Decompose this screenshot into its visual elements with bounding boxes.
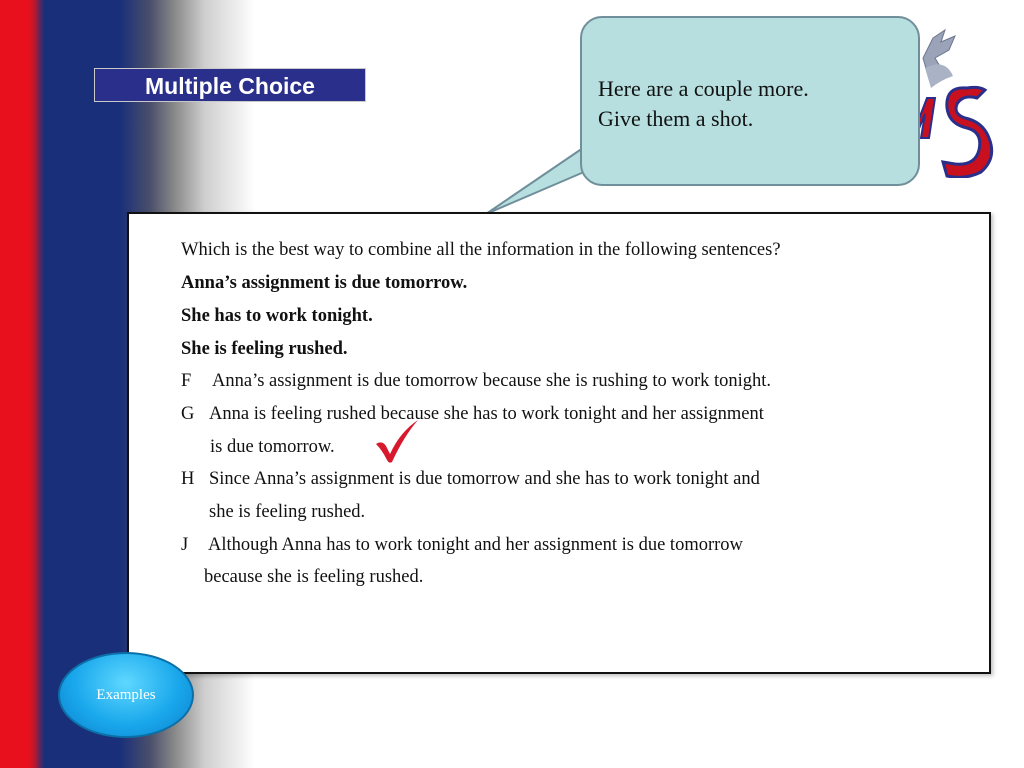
option-h-letter: H [181,469,195,489]
sentence-2: She has to work tonight. [181,306,373,326]
option-g-letter: G [181,404,195,424]
bubble-line-1: Here are a couple more. [598,76,809,101]
option-h-text: Since Anna’s assignment is due tomorrow and she has to work tonight and [209,469,760,489]
speech-bubble-text [598,74,898,134]
checkmark-icon [374,418,420,464]
option-j-letter: J [181,535,189,555]
slide-title: Multiple Choice [94,68,366,102]
question-prompt: Which is the best way to combine all the information in the following sentences? [181,240,781,260]
option-g-text-cont: is due tomorrow. [210,437,335,457]
examples-button[interactable]: Examples [58,652,194,738]
option-j-text: Although Anna has to work tonight and her assignment is due tomorrow [208,535,743,555]
option-f-text: Anna’s assignment is due tomorrow because she is rushing to work tonight. [212,371,772,391]
option-g-text: Anna is feeling rushed because she has to work tonight and her assignment [209,404,764,424]
option-f-letter: F [181,371,192,391]
option-j-text-cont: because she is feeling rushed. [204,567,424,587]
sentence-3: She is feeling rushed. [181,339,348,359]
sentence-1: Anna’s assignment is due tomorrow. [181,273,468,293]
option-h-text-cont: she is feeling rushed. [209,502,366,522]
bubble-line-2: Give them a shot. [598,106,754,131]
